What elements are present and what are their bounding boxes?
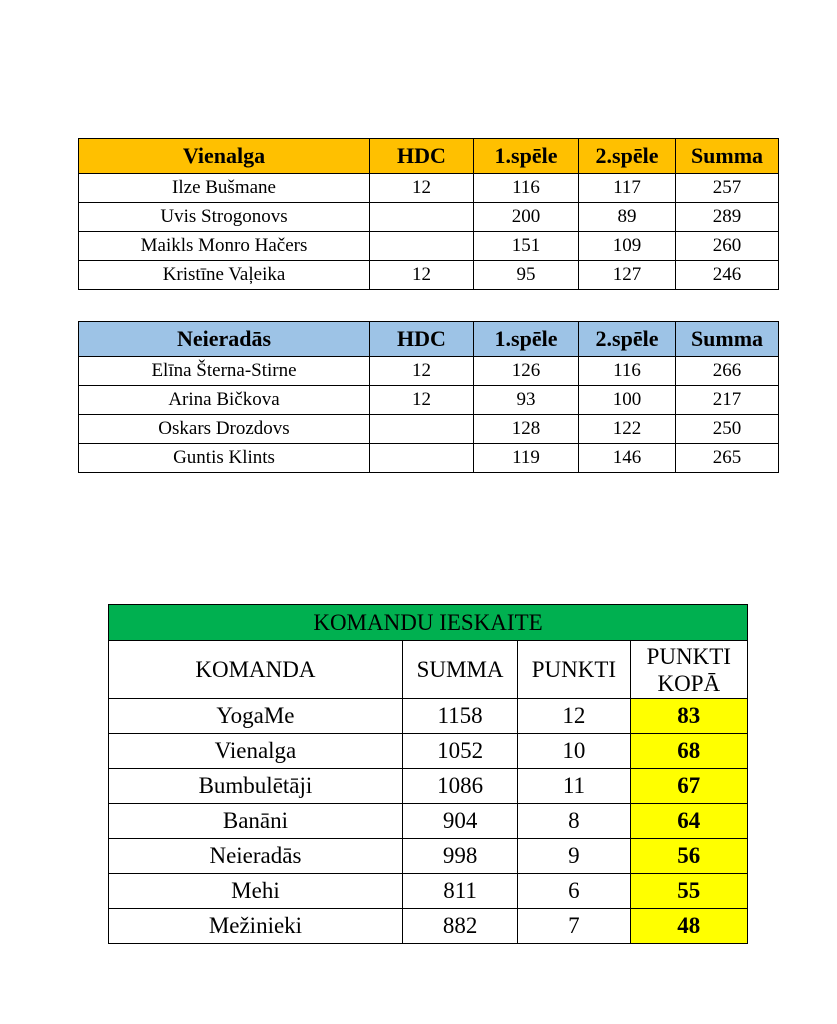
team-points: 6 [518,874,630,909]
table-row [79,232,779,261]
team-name: Banāni [109,804,403,839]
sum-header: Summa [676,139,779,174]
player-game2: 100 [579,386,676,415]
standings-title: KOMANDU IESKAITE [109,605,748,641]
team-total-points: 83 [630,699,747,734]
game1-header: 1.spēle [474,139,579,174]
team-total-points: 55 [630,874,747,909]
team-standings-table [108,604,748,944]
team-name: YogaMe [109,699,403,734]
team-name: Mežinieki [109,909,403,944]
team-sum: 904 [402,804,517,839]
player-name: Oskars Drozdovs [79,415,370,444]
team-total-points: 56 [630,839,747,874]
player-game1: 93 [474,386,579,415]
player-name: Maikls Monro Hačers [79,232,370,261]
table-row [79,357,779,386]
player-hdc [370,203,474,232]
player-sum: 246 [676,261,779,290]
team-points: 10 [518,734,630,769]
team-column-header: KOMANDA [109,641,403,699]
table-row [109,839,748,874]
player-hdc [370,232,474,261]
team-sum: 1158 [402,699,517,734]
team-header-row [79,322,779,357]
player-sum: 265 [676,444,779,473]
table-row [79,174,779,203]
game2-header: 2.spēle [579,139,676,174]
player-game2: 122 [579,415,676,444]
player-game1: 128 [474,415,579,444]
player-sum: 260 [676,232,779,261]
table-row [79,386,779,415]
player-game1: 126 [474,357,579,386]
team-points: 8 [518,804,630,839]
player-hdc: 12 [370,261,474,290]
team-header-row [79,139,779,174]
points-column-header: PUNKTI [518,641,630,699]
player-name: Ilze Bušmane [79,174,370,203]
player-game1: 95 [474,261,579,290]
team-total-points: 64 [630,804,747,839]
team-total-points: 48 [630,909,747,944]
table-row [109,874,748,909]
table-row [109,804,748,839]
team-points: 9 [518,839,630,874]
team-name: Vienalga [109,734,403,769]
player-sum: 266 [676,357,779,386]
player-hdc [370,444,474,473]
player-hdc: 12 [370,386,474,415]
player-name: Elīna Šterna-Stirne [79,357,370,386]
total-header-line1: PUNKTI [646,643,731,669]
table-row [79,261,779,290]
player-name: Uvis Strogonovs [79,203,370,232]
hdc-header: HDC [370,139,474,174]
team-sum: 1086 [402,769,517,804]
player-game2: 109 [579,232,676,261]
player-hdc [370,415,474,444]
player-name: Arina Bičkova [79,386,370,415]
total-header-line2: KOPĀ [657,670,721,696]
table-row [79,444,779,473]
team-neieradas-table [78,321,779,473]
standings-title-row [109,605,748,641]
game1-header: 1.spēle [474,322,579,357]
player-hdc: 12 [370,174,474,203]
table-row [79,203,779,232]
team-name-header: Neieradās [79,322,370,357]
player-game2: 127 [579,261,676,290]
team-points: 12 [518,699,630,734]
table-row [79,415,779,444]
player-game1: 200 [474,203,579,232]
player-game1: 151 [474,232,579,261]
team-sum: 811 [402,874,517,909]
game2-header: 2.spēle [579,322,676,357]
table-row [109,734,748,769]
sum-column-header: SUMMA [402,641,517,699]
team-name: Neieradās [109,839,403,874]
player-sum: 250 [676,415,779,444]
hdc-header: HDC [370,322,474,357]
player-game2: 89 [579,203,676,232]
team-points: 7 [518,909,630,944]
player-game2: 117 [579,174,676,203]
team-sum: 998 [402,839,517,874]
team-total-points: 67 [630,769,747,804]
player-game1: 116 [474,174,579,203]
total-points-column-header [630,641,747,699]
player-game2: 146 [579,444,676,473]
player-name: Kristīne Vaļeika [79,261,370,290]
team-points: 11 [518,769,630,804]
team-name-header: Vienalga [79,139,370,174]
player-sum: 217 [676,386,779,415]
player-sum: 257 [676,174,779,203]
team-vienalga-table [78,138,779,290]
table-row [109,769,748,804]
team-total-points: 68 [630,734,747,769]
player-hdc: 12 [370,357,474,386]
team-name: Bumbulētāji [109,769,403,804]
team-sum: 882 [402,909,517,944]
sum-header: Summa [676,322,779,357]
table-row [109,699,748,734]
player-sum: 289 [676,203,779,232]
player-name: Guntis Klints [79,444,370,473]
team-name: Mehi [109,874,403,909]
team-sum: 1052 [402,734,517,769]
player-game1: 119 [474,444,579,473]
table-row [109,909,748,944]
player-game2: 116 [579,357,676,386]
standings-header-row [109,641,748,699]
